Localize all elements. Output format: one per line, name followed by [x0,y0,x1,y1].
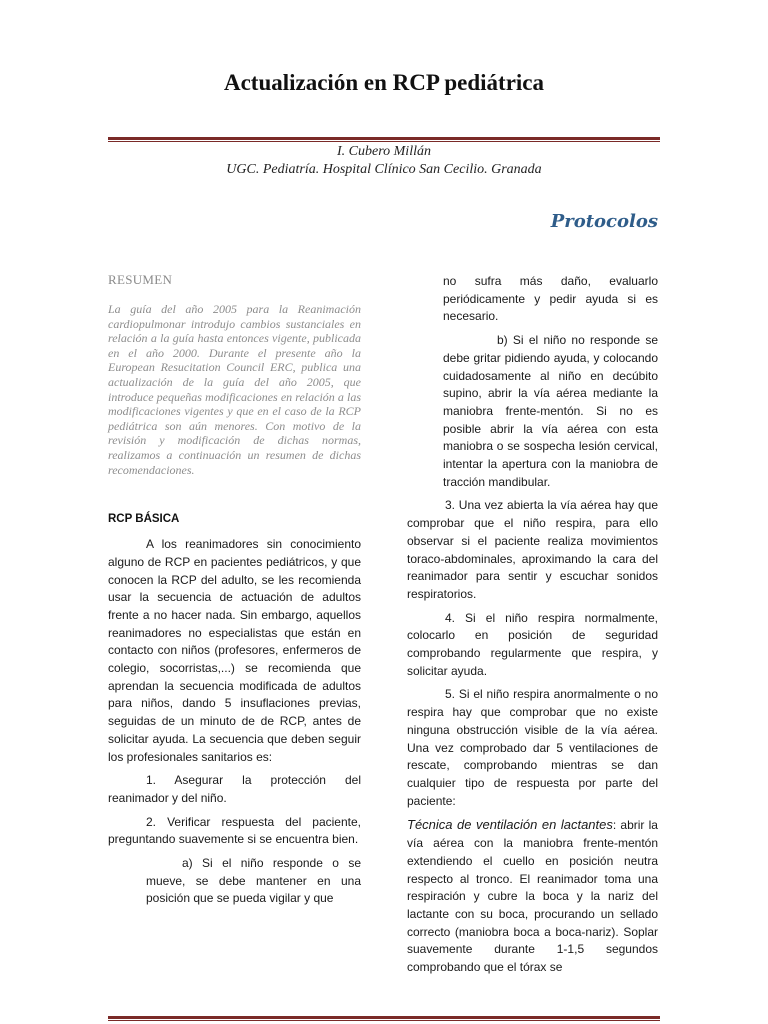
technique-title: Técnica de ventilación en lactantes [407,817,613,833]
list-item-2a-continued: no sufra más daño, evaluarlo periódicamente y pedir ayuda si es necesario. [443,274,658,324]
author-affiliation: UGC. Pediatría. Hospital Clínico San Cecilio. Granada [226,162,542,177]
list-item-3: 3. Una vez abierta la vía aérea hay que comprobar que el niño respira, para ello observar si el paciente realiza movimientos toraco-abdominales, aproximando la cara del reanimador para sentir y escuchar sonidos respiratorios. [407,498,658,601]
list-item-4: 4. Si el niño respira normalmente, colocarlo en posición de seguridad comprobando regularmente que respira, y solicitar ayuda. [407,610,658,678]
author-block [0,143,768,179]
author-name: I. Cubero Millán [337,144,431,159]
list-item-5: 5. Si el niño respira anormalmente o no respira hay que comprobar que no existe ninguna obstrucción visible de la vía aérea. Una vez comprobado dar 5 ventilaciones de rescate, comprobando mientras se dan cualquier tipo de respuesta por parte del paciente: [407,687,658,808]
list-item-2: 2. Verificar respuesta del paciente, preguntando suavemente si se encuentra bien. [108,814,361,847]
paragraph-intro: A los reanimadores sin conocimiento alguno de RCP en pacientes pediátricos, y que conocen la RCP del adulto, se les recomienda usar la secuencia de actuación de adultos frente a no hacer nada. Sin embargo, aquellos reanimadores no especialistas que están en contacto con niños (profesores, enfermeros de colegio, socorristas,...) se recomienda que aprendan la secuencia modificada de adultos para niños, dando 5 insuflaciones previas, seguidas de un minuto de de RCP, antes de solicitar ayuda. La secuencia que deben seguir los profesionales sanitarios es: [108,537,361,764]
section-heading-rcp-basica: RCP BÁSICA [108,513,180,526]
document-title: Actualización en RCP pediátrica [223,70,545,95]
technique-paragraph [407,816,658,976]
list-item-2b: b) Si el niño no responde se debe gritar pidiendo ayuda, y colocando cuidadosamente al niño en decúbito supino, abrir la vía aérea mediante la maniobra frente-mentón. Si no es posible abrir la vía aérea con esta maniobra o se sospecha lesión cervical, intentar la apertura con la maniobra de tracción mandibular. [443,333,658,489]
footer-divider [108,1016,660,1021]
list-item-2a: a) Si el niño responde o se mueve, se debe mantener en una posición que se pueda vigilar y que [146,856,361,906]
abstract-heading: RESUMEN [108,272,173,287]
header-divider [108,137,660,142]
list-item-1: 1. Asegurar la protección del reanimador y del niño. [108,773,361,805]
abstract-text: La guía del año 2005 para la Reanimación cardiopulmonar introdujo cambios sustanciales en relación a la guía hasta entonces vigente, publicada en el año 2000. Durante el presente año la European Resucitation Council ERC, publica una actualización de la guía del año 2005, que introduce pequeñas modificaciones en relación a las modificaciones vigentes y que en el caso de la RCP pediátrica son aún menores. Con motivo de la revisión y modificación de dichas normas, realizamos a continuación un resumen de dichas recomendaciones. [108,302,361,477]
section-label: Protocolos [550,211,658,232]
left-column [108,272,361,914]
right-column [407,273,658,983]
technique-text: : abrir la vía aérea con la maniobra frente-mentón extendiendo el cuello en posición neutra respecto al tronco. El reanimador toma una respiración y cubre la boca y la nariz del lactante con su boca, procurando un sellado correcto (maniobra boca a boca-nariz). Soplar suavemente durante 1-1,5 segundos comprobando que el tórax se [407,818,658,975]
